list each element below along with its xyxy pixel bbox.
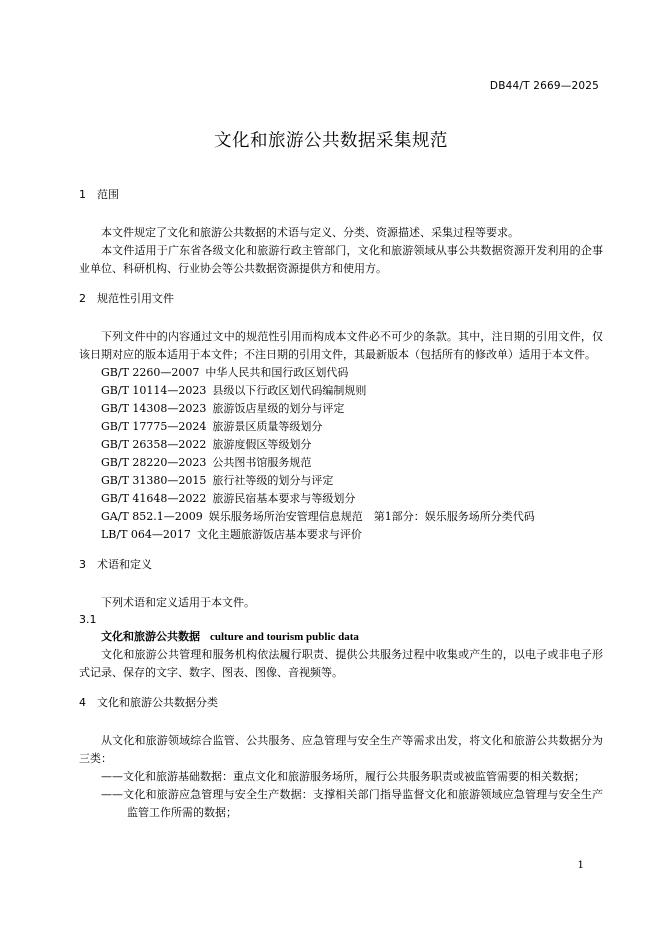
reference-item: [79, 400, 603, 418]
section-number: 2: [79, 292, 86, 305]
section-number: 1: [79, 188, 86, 201]
section-title: 文化和旅游公共数据分类: [97, 696, 218, 709]
reference-item: [79, 508, 603, 526]
reference-code: GB/T 31380—2015: [101, 474, 207, 487]
paragraph: 从文化和旅游领域综合监管、公共服务、应急管理与安全生产等需求出发，将文化和旅游公共数据分为三类：: [79, 734, 603, 765]
paragraph: 下列文件中的内容通过文中的规范性引用而构成本文件必不可少的条款。其中，注日期的引用文件，仅该日期对应的版本适用于本文件；不注日期的引用文件，其最新版本（包括所有的修改单）适用于本文件。: [79, 330, 603, 361]
list-item: ——文化和旅游应急管理与安全生产数据：支撑相关部门指导监督文化和旅游领域应急管理与安全生产监管工作所需的数据；: [101, 788, 603, 819]
term-number: 3.1: [79, 613, 97, 626]
reference-code: GB/T 17775—2024: [101, 420, 207, 433]
term-en: culture and tourism public data: [210, 631, 359, 643]
section-heading-classification: [79, 694, 603, 712]
section-number: 3: [79, 558, 86, 571]
term-definition: 文化和旅游公共管理和服务机构依法履行职责、提供公共服务过程中收集或产生的，以电子或非电子形式记录、保存的文字、数字、图表、图像、音视频等。: [79, 648, 603, 679]
reference-item: [79, 364, 603, 382]
reference-item: [79, 454, 603, 472]
reference-code: GB/T 41648—2022: [101, 492, 207, 505]
reference-title: 旅游饭店星级的划分与评定: [212, 402, 345, 415]
reference-list: [79, 364, 603, 544]
section-title: 范围: [97, 188, 119, 201]
reference-item: [79, 418, 603, 436]
reference-code: GB/T 28220—2023: [101, 456, 207, 469]
reference-title: 旅游度假区等级划分: [212, 438, 312, 451]
reference-code: GB/T 14308—2023: [101, 402, 207, 415]
paragraph: 下列术语和定义适用于本文件。: [101, 596, 255, 609]
reference-title: 文化主题旅游饭店基本要求与评价: [196, 528, 362, 541]
term-entry: [79, 628, 603, 646]
section-title: 规范性引用文件: [97, 292, 174, 305]
section-heading-scope: [79, 186, 603, 204]
reference-title: 公共图书馆服务规范: [212, 456, 312, 469]
document-title: 文化和旅游公共数据采集规范: [214, 131, 448, 151]
reference-title: 旅游民宿基本要求与等级划分: [212, 492, 356, 505]
reference-code: GA/T 852.1—2009: [101, 510, 203, 523]
reference-item: [79, 472, 603, 490]
term-zh: 文化和旅游公共数据: [101, 630, 200, 643]
section-title: 术语和定义: [97, 558, 152, 571]
reference-item: [79, 382, 603, 400]
section-heading-terms: [79, 556, 603, 574]
page-number: 1: [577, 859, 584, 871]
document-body: [79, 186, 603, 822]
reference-code: GB/T 10114—2023: [101, 384, 207, 397]
reference-code: LB/T 064—2017: [101, 528, 191, 541]
reference-item: [79, 526, 603, 544]
reference-code: GB/T 26358—2022: [101, 438, 207, 451]
reference-item: [79, 436, 603, 454]
reference-code: GB/T 2260—2007: [101, 366, 200, 379]
reference-title: 县级以下行政区划代码编制规则: [212, 384, 367, 397]
paragraph: 本文件适用于广东省各级文化和旅游行政主管部门，文化和旅游领域从事公共数据资源开发利用的企事业单位、科研机构、行业协会等公共数据资源提供方和使用方。: [79, 244, 603, 275]
list-item: ——文化和旅游基础数据：重点文化和旅游服务场所，履行公共服务职责或被监管需要的相关数据；: [101, 770, 585, 783]
reference-title: 中华人民共和国行政区划代码: [205, 366, 349, 379]
reference-item: [79, 490, 603, 508]
paragraph: 本文件规定了文化和旅游公共数据的术语与定义、分类、资源描述、采集过程等要求。: [101, 226, 519, 239]
document-code: DB44/T 2669—2025: [489, 80, 599, 92]
reference-title: 娱乐服务场所治安管理信息规范 第1部分：娱乐服务场所分类代码: [208, 510, 535, 523]
section-heading-references: [79, 290, 603, 308]
reference-title: 旅游景区质量等级划分: [212, 420, 323, 433]
reference-title: 旅行社等级的划分与评定: [212, 474, 334, 487]
section-number: 4: [79, 696, 86, 709]
